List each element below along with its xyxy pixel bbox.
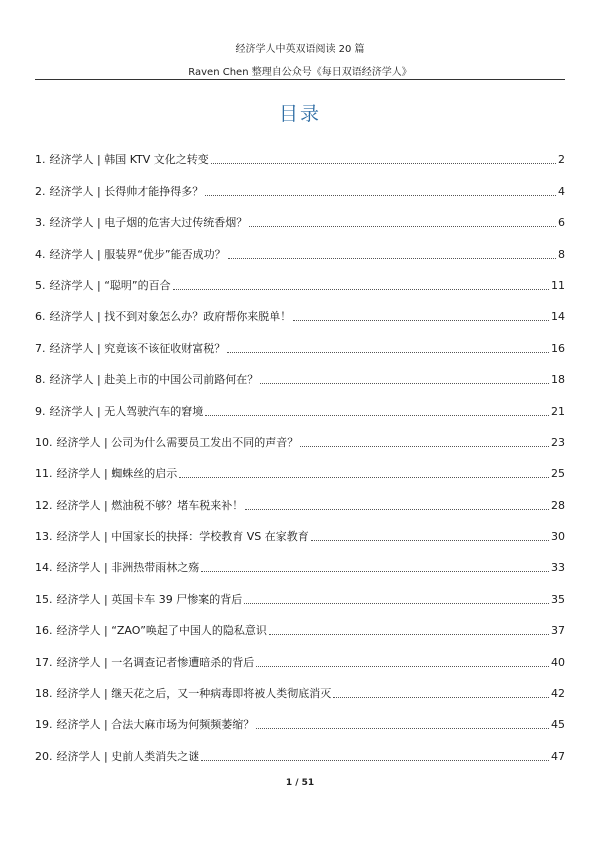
toc-entry[interactable]	[35, 732, 565, 763]
toc-entry-title[interactable]: 经济学人 | 蜘蛛丝的启示	[56, 467, 178, 481]
toc-entry-page[interactable]: 6	[558, 216, 565, 230]
toc-entry-number: 18.	[35, 687, 53, 701]
toc-entry-title[interactable]: 经济学人 | 一名调查记者惨遭暗杀的背后	[56, 655, 255, 669]
toc-entry-number: 8.	[35, 373, 46, 387]
toc-entry[interactable]	[35, 513, 565, 544]
table-of-contents	[35, 136, 565, 764]
toc-entry-title[interactable]: 经济学人 | “ZAO”唤起了中国人的隐私意识	[56, 624, 267, 638]
dot-leader	[201, 571, 549, 572]
toc-entry-title[interactable]: 经济学人 | 中国家长的抉择：学校教育 VS 在家教育	[56, 530, 309, 544]
toc-entry-title[interactable]: 经济学人 | 英国卡车 39 尸惨案的背后	[56, 592, 243, 606]
toc-entry-title[interactable]: 经济学人 | 非洲热带雨林之殇	[56, 561, 200, 575]
toc-entry-title[interactable]: 经济学人 | 赴美上市的中国公司前路何在？	[49, 373, 259, 387]
dot-leader	[245, 509, 549, 510]
toc-entry-number: 20.	[35, 749, 53, 763]
dot-leader	[201, 760, 549, 761]
toc-entry-page[interactable]: 4	[558, 184, 565, 198]
toc-entry-page[interactable]: 45	[551, 718, 565, 732]
toc-entry-number: 10.	[35, 435, 53, 449]
toc-entry-number: 4.	[35, 247, 46, 261]
toc-entry-page[interactable]: 16	[551, 341, 565, 355]
toc-entry-page[interactable]: 8	[558, 247, 565, 261]
toc-entry-page[interactable]: 42	[551, 687, 565, 701]
toc-entry-number: 16.	[35, 624, 53, 638]
toc-entry-title[interactable]: 经济学人 | 继天花之后，又一种病毒即将被人类彻底消灭	[56, 687, 332, 701]
toc-entry-title[interactable]: 经济学人 | 合法大麻市场为何频频萎缩？	[56, 718, 255, 732]
toc-entry-title[interactable]: 经济学人 | 服装界“优步”能否成功？	[49, 247, 226, 261]
toc-entry-page[interactable]: 28	[551, 498, 565, 512]
toc-entry-number: 5.	[35, 278, 46, 292]
toc-entry-title[interactable]: 经济学人 | 公司为什么需要员工发出不同的声音？	[56, 435, 299, 449]
toc-entry[interactable]	[35, 136, 565, 167]
toc-entry-number: 15.	[35, 592, 53, 606]
toc-entry-page[interactable]: 30	[551, 530, 565, 544]
toc-entry-title[interactable]: 经济学人 | 究竟该不该征收财富税？	[49, 341, 226, 355]
dot-leader	[300, 446, 549, 447]
toc-entry-number: 12.	[35, 498, 53, 512]
toc-entry[interactable]	[35, 575, 565, 606]
toc-entry-number: 19.	[35, 718, 53, 732]
toc-entry-title[interactable]: 经济学人 | 史前人类消失之谜	[56, 749, 200, 763]
toc-entry-title[interactable]: 经济学人 | 无人驾驶汽车的窘境	[49, 404, 204, 418]
document-title: 经济学人中英双语阅读 20 篇	[235, 44, 365, 55]
toc-entry-page[interactable]: 33	[551, 561, 565, 575]
dot-leader	[269, 634, 549, 635]
toc-entry-page[interactable]: 2	[558, 153, 565, 167]
toc-entry[interactable]	[35, 262, 565, 293]
dot-leader	[211, 163, 556, 164]
toc-entry[interactable]	[35, 701, 565, 732]
toc-entry[interactable]	[35, 544, 565, 575]
dot-leader	[228, 258, 556, 259]
toc-entry-number: 6.	[35, 310, 46, 324]
toc-entry-title[interactable]: 经济学人 | 长得帅才能挣得多？	[49, 184, 204, 198]
toc-entry-page[interactable]: 35	[551, 592, 565, 606]
toc-entry-number: 13.	[35, 530, 53, 544]
toc-entry[interactable]	[35, 419, 565, 450]
toc-entry[interactable]	[35, 450, 565, 481]
dot-leader	[256, 666, 549, 667]
header-divider	[35, 79, 565, 80]
dot-leader	[173, 289, 549, 290]
toc-entry-page[interactable]: 37	[551, 624, 565, 638]
toc-entry-number: 7.	[35, 341, 46, 355]
dot-leader	[205, 195, 556, 196]
toc-entry-number: 11.	[35, 467, 53, 481]
toc-entry[interactable]	[35, 230, 565, 261]
dot-leader	[205, 415, 549, 416]
toc-entry-title[interactable]: 经济学人 | “聪明”的百合	[49, 278, 171, 292]
toc-entry-page[interactable]: 11	[551, 278, 565, 292]
document-subtitle: Raven Chen 整理自公众号《每日双语经济学人》	[188, 67, 412, 78]
toc-entry-number: 2.	[35, 184, 46, 198]
toc-entry-page[interactable]: 21	[551, 404, 565, 418]
toc-entry-title[interactable]: 经济学人 | 找不到对象怎么办？政府帮你来脱单！	[49, 310, 292, 324]
toc-entry[interactable]	[35, 356, 565, 387]
dot-leader	[249, 226, 556, 227]
toc-entry[interactable]	[35, 481, 565, 512]
toc-entry[interactable]	[35, 638, 565, 669]
dot-leader	[260, 383, 549, 384]
toc-entry-title[interactable]: 经济学人 | 韩国 KTV 文化之转变	[49, 153, 209, 167]
toc-entry[interactable]	[35, 607, 565, 638]
toc-entry-page[interactable]: 18	[551, 373, 565, 387]
dot-leader	[311, 540, 549, 541]
toc-entry-page[interactable]: 40	[551, 655, 565, 669]
toc-entry-page[interactable]: 47	[551, 749, 565, 763]
page-number: 1 / 51	[285, 778, 315, 788]
dot-leader	[227, 352, 549, 353]
toc-entry-number: 14.	[35, 561, 53, 575]
toc-entry-title[interactable]: 经济学人 | 电子烟的危害大过传统香烟？	[49, 216, 248, 230]
toc-entry-title[interactable]: 经济学人 | 燃油税不够？堵车税来补！	[56, 498, 244, 512]
dot-leader	[244, 603, 549, 604]
toc-entry-page[interactable]: 25	[551, 467, 565, 481]
toc-entry[interactable]	[35, 670, 565, 701]
toc-entry-page[interactable]: 14	[551, 310, 565, 324]
dot-leader	[333, 697, 549, 698]
toc-entry-number: 1.	[35, 153, 46, 167]
toc-entry[interactable]	[35, 293, 565, 324]
toc-entry[interactable]	[35, 199, 565, 230]
toc-entry-number: 17.	[35, 655, 53, 669]
toc-entry[interactable]	[35, 167, 565, 198]
toc-entry-page[interactable]: 23	[551, 435, 565, 449]
toc-entry-number: 3.	[35, 216, 46, 230]
dot-leader	[179, 477, 549, 478]
toc-entry-number: 9.	[35, 404, 46, 418]
dot-leader	[256, 728, 549, 729]
toc-heading: 目录	[278, 103, 321, 125]
toc-entry[interactable]	[35, 387, 565, 418]
dot-leader	[293, 320, 549, 321]
toc-entry[interactable]	[35, 324, 565, 355]
